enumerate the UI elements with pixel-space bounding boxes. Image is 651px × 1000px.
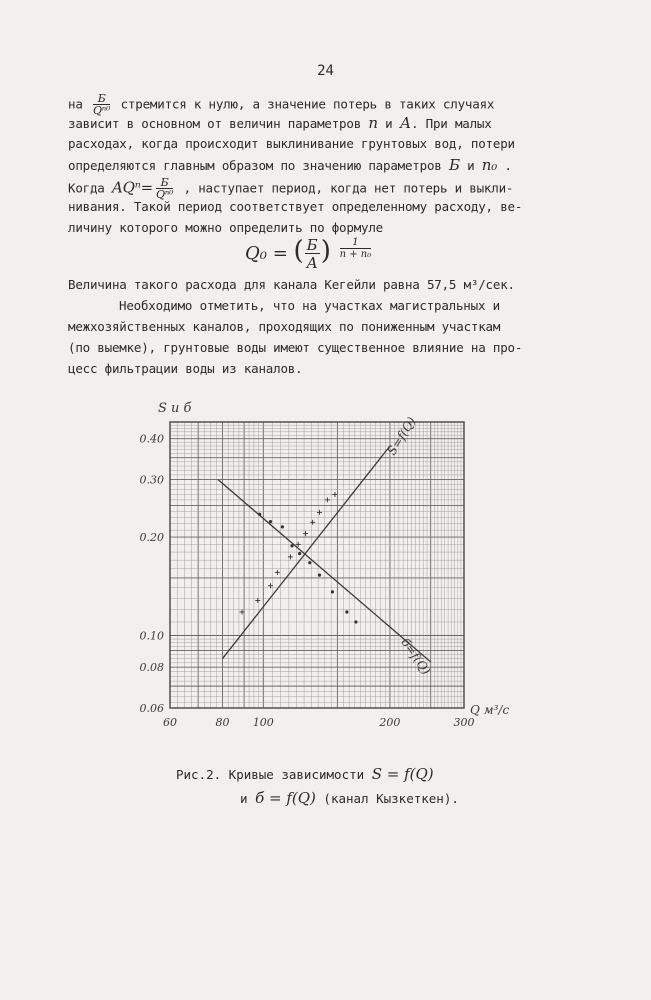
exponent-denominator: n + n₀ <box>339 249 372 260</box>
x-tick-label: 200 <box>379 716 401 729</box>
point-mark <box>281 525 284 528</box>
text-line-4 <box>68 157 600 174</box>
para2-line-2: межхозяйственных каналов, проходящих по пониженным участкам <box>68 319 501 334</box>
data-point <box>317 510 322 515</box>
caption-text: Рис.2. Кривые зависимости <box>176 767 365 782</box>
point-mark <box>298 552 301 555</box>
text-fragment: Необходимо отметить, что на участках магистральных и <box>119 298 500 313</box>
data-point <box>325 497 330 502</box>
chart-s-b-vs-q <box>0 390 651 790</box>
text-fragment: . <box>504 158 512 173</box>
fraction-numerator: Б <box>156 178 173 189</box>
fraction-numerator: Б <box>306 236 318 254</box>
math-expression: AQⁿ= <box>111 178 153 197</box>
data-point <box>269 520 272 523</box>
text-line-7: личину которого можно определить по формуле <box>68 220 384 235</box>
data-point <box>303 531 308 536</box>
fraction-denominator: Qⁿ⁰ <box>92 104 111 117</box>
formula-q0: Q₀ = ( $\frac{Б}{А}$ ) $\frac{1}{\text{n + n₀}}$ <box>245 236 372 272</box>
caption-text: и <box>240 791 248 806</box>
series-label: S=f(Q) <box>384 414 419 458</box>
text-fragment: , наступает период, когда нет потерь и выкли- <box>183 180 514 196</box>
data-point <box>332 492 337 497</box>
fraction-b-over-qn0 <box>93 94 110 116</box>
fraction-denominator: А <box>306 254 318 272</box>
figure-caption-line-1 <box>176 765 434 783</box>
y-tick-label: 0.30 <box>139 473 164 487</box>
fraction-b-over-qn0 <box>156 178 173 200</box>
data-point <box>318 574 321 577</box>
point-mark <box>269 520 272 523</box>
data-point <box>345 610 348 613</box>
formula-inner-fraction <box>305 237 320 271</box>
point-mark <box>258 513 261 516</box>
data-point <box>281 525 284 528</box>
y-tick-label: 0.08 <box>139 661 164 675</box>
y-tick-label: 0.40 <box>139 432 164 446</box>
x-tick-label: 300 <box>453 716 475 729</box>
para2-line-3: (по выемке), грунтовые воды имеют существенное влияние на про- <box>68 340 523 355</box>
y-tick-label: 0.20 <box>139 531 164 545</box>
point-mark <box>345 610 348 613</box>
chart-labels <box>140 401 510 729</box>
data-point <box>331 590 334 593</box>
math-symbol: n <box>368 114 378 132</box>
data-point <box>310 520 315 525</box>
caption-text: (канал Кызкеткен). <box>323 791 459 806</box>
text-line-6: нивания. Такой период соответствует определенному расходу, ве- <box>68 199 523 214</box>
math-symbol: Б <box>448 156 460 174</box>
point-mark <box>331 590 334 593</box>
point-mark <box>354 620 357 623</box>
x-tick-label: 80 <box>215 716 230 729</box>
caption-formula: б = f(Q) <box>255 789 316 807</box>
fraction-denominator: Qⁿ⁰ <box>155 188 174 201</box>
y-tick-label: 0.10 <box>139 629 164 643</box>
figure-caption-line-2 <box>240 789 459 807</box>
text-line-3: расходах, когда происходит выклинивание грунтовых вод, потери <box>68 136 515 151</box>
text-line-8: Величина такого расхода для канала Кегейли равна 57,5 м³/сек. <box>68 277 515 292</box>
exponent-numerator: 1 <box>340 238 372 249</box>
text-fragment: стремится к нулю, а значение потерь в таких случаях <box>120 96 495 112</box>
text-line-1 <box>68 94 600 116</box>
y-tick-label: 0.06 <box>139 702 164 715</box>
math-symbol: А <box>399 114 411 132</box>
text-fragment: зависит в основном от величин параметров <box>68 116 362 131</box>
text-fragment: Когда <box>68 180 105 196</box>
text-fragment: на <box>68 96 83 112</box>
data-point <box>298 552 301 555</box>
text-line-5 <box>68 178 600 200</box>
point-mark <box>290 544 293 547</box>
formula-exponent <box>340 238 372 260</box>
text-fragment: . При малых <box>410 116 492 131</box>
para2-line-1 <box>68 298 600 314</box>
text-fragment: определяются главным образом по значению параметров <box>68 158 442 173</box>
x-tick-label: 100 <box>252 716 274 729</box>
data-point <box>258 513 261 516</box>
fraction-numerator: Б <box>93 94 110 105</box>
page-number: 24 <box>317 63 334 79</box>
x-tick-label: 60 <box>163 716 177 729</box>
data-point <box>255 598 260 603</box>
text-line-2 <box>68 115 600 132</box>
data-point <box>275 570 280 575</box>
x-axis-label: Q м³/с <box>470 703 510 717</box>
text-fragment: и <box>467 158 475 173</box>
point-mark <box>308 561 311 564</box>
y-axis-label: S и б <box>158 401 192 416</box>
formula-lhs: Q₀ = <box>245 243 288 264</box>
para2-line-4: цесс фильтрации воды из каналов. <box>68 361 303 376</box>
data-point <box>308 561 311 564</box>
series-label: б=f(Q) <box>398 635 434 678</box>
data-point <box>290 544 293 547</box>
text-fragment: и <box>385 116 393 131</box>
caption-formula: S = f(Q) <box>371 765 434 783</box>
point-mark <box>318 574 321 577</box>
math-symbol: n₀ <box>481 156 498 174</box>
data-point <box>354 620 357 623</box>
